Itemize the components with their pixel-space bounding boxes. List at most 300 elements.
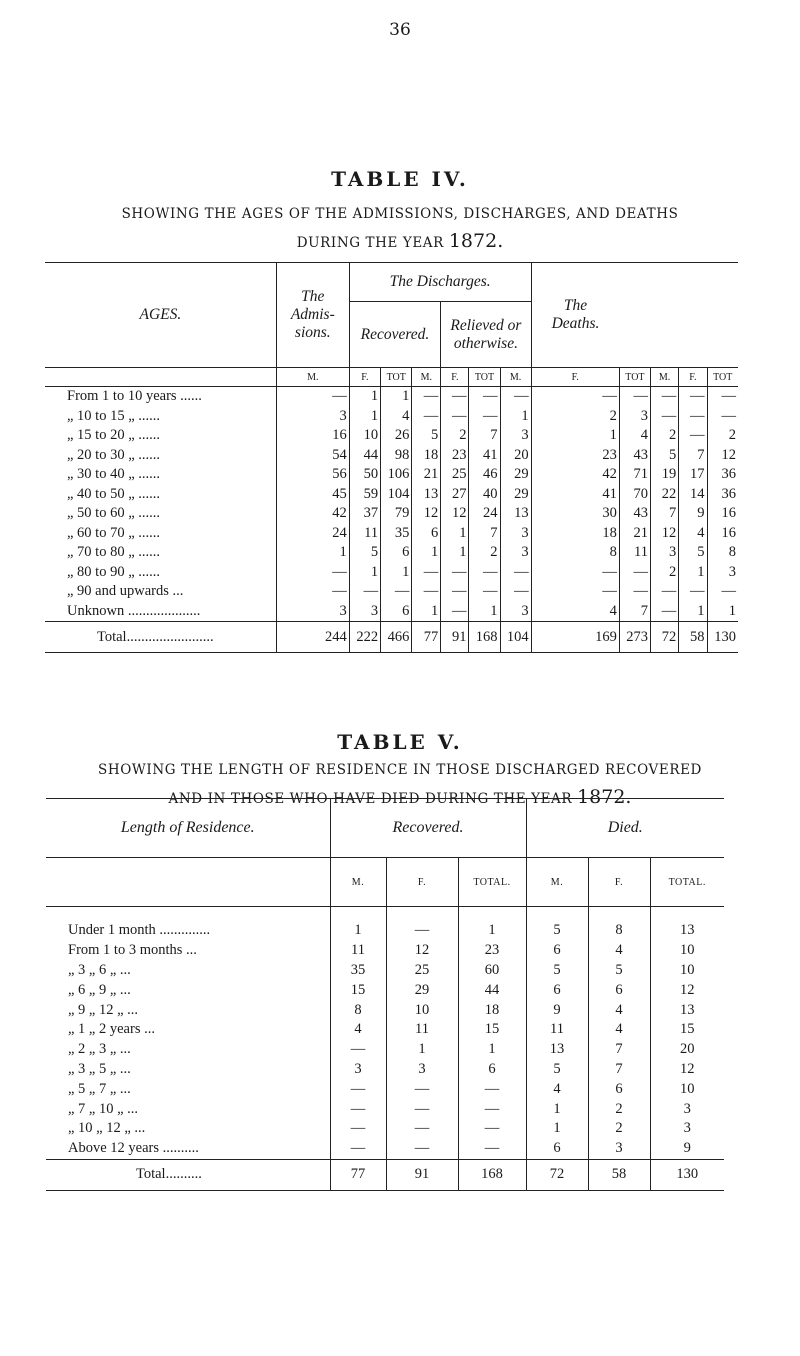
- row-label: „ 80 to 90 „ ......: [67, 563, 161, 580]
- table-cell: 4: [381, 407, 412, 427]
- subheader-cell: TOTAL.: [650, 858, 724, 907]
- table-cell: —: [441, 582, 469, 602]
- table-cell: 1: [526, 1099, 588, 1119]
- table-cell: 2: [650, 426, 678, 446]
- table-cell: 6: [526, 941, 588, 961]
- table-cell: —: [349, 582, 380, 602]
- subheader-cell: M.: [526, 858, 588, 907]
- table-cell: 5: [679, 543, 707, 563]
- subheader-cell: F.: [679, 368, 707, 387]
- subheader-cell: F.: [386, 858, 458, 907]
- table4-subtitle-line2: [0, 230, 800, 252]
- col-header-discharges: The Discharges.: [349, 263, 531, 302]
- table-cell: —: [469, 407, 500, 427]
- table-cell: 41: [469, 446, 500, 466]
- table-cell: 3: [650, 1119, 724, 1139]
- table-cell: 24: [276, 524, 349, 544]
- row-label: „ 5 „ 7 „ ...: [68, 1080, 131, 1097]
- table-cell: 20: [500, 446, 531, 466]
- table-cell: —: [330, 1099, 386, 1119]
- table-cell: 41: [531, 485, 619, 505]
- table-cell: —: [412, 563, 441, 583]
- total-cell: 273: [619, 622, 650, 653]
- row-label: „ 20 to 30 „ ......: [67, 446, 161, 463]
- table-cell: 59: [349, 485, 380, 505]
- row-label: „ 7 „ 10 „ ...: [68, 1100, 139, 1117]
- table-cell: 7: [588, 1060, 650, 1080]
- table-cell: 3: [276, 407, 349, 427]
- table-cell: —: [441, 602, 469, 622]
- table-cell: 2: [441, 426, 469, 446]
- subheader-cell: F.: [531, 368, 619, 387]
- table-cell: 44: [349, 446, 380, 466]
- table-cell: 23: [458, 941, 526, 961]
- table-cell: 21: [619, 524, 650, 544]
- table-cell: 1: [500, 407, 531, 427]
- table-cell: 13: [650, 1000, 724, 1020]
- table-cell: —: [531, 582, 619, 602]
- table-cell: 12: [650, 1060, 724, 1080]
- table-cell: 60: [458, 961, 526, 981]
- table-cell: 5: [588, 961, 650, 981]
- table-cell: 15: [650, 1020, 724, 1040]
- subheader-cell: M.: [330, 858, 386, 907]
- table-cell: 79: [381, 504, 412, 524]
- table-cell: 20: [650, 1040, 724, 1060]
- table-cell: 12: [412, 504, 441, 524]
- table-row: [45, 485, 738, 505]
- table-row: [46, 1060, 724, 1080]
- table-cell: 25: [386, 961, 458, 981]
- table-cell: 3: [386, 1060, 458, 1080]
- table-cell: —: [679, 426, 707, 446]
- table-cell: —: [330, 1119, 386, 1139]
- table-cell: 27: [441, 485, 469, 505]
- table-cell: 5: [650, 446, 678, 466]
- subheader-cell: F.: [588, 858, 650, 907]
- table-cell: 14: [679, 485, 707, 505]
- table-cell: 10: [386, 1000, 458, 1020]
- table-cell: 6: [458, 1060, 526, 1080]
- table-cell: —: [469, 563, 500, 583]
- table-cell: 11: [349, 524, 380, 544]
- table-cell: 29: [500, 485, 531, 505]
- table-cell: 35: [381, 524, 412, 544]
- table-cell: 23: [441, 446, 469, 466]
- table-cell: 2: [469, 543, 500, 563]
- table-cell: 12: [650, 980, 724, 1000]
- table-cell: 8: [707, 543, 738, 563]
- row-label: „ 10 „ 12 „ ...: [68, 1120, 146, 1137]
- table-cell: 44: [458, 980, 526, 1000]
- table-cell: 7: [679, 446, 707, 466]
- table-cell: —: [650, 602, 678, 622]
- table-cell: 21: [412, 465, 441, 485]
- table-cell: 35: [330, 961, 386, 981]
- row-label: „ 1 „ 2 years ...: [68, 1021, 155, 1038]
- table-cell: —: [531, 387, 619, 407]
- subheader-blank: [46, 858, 330, 907]
- table-cell: 1: [531, 426, 619, 446]
- table-cell: —: [330, 1079, 386, 1099]
- table-cell: 5: [412, 426, 441, 446]
- row-label: „ 3 „ 6 „ ...: [68, 961, 131, 978]
- table-cell: 11: [526, 1020, 588, 1040]
- col-header-relieved: Relieved or otherwise.: [441, 302, 531, 368]
- total-cell: 222: [349, 622, 380, 653]
- table-cell: 6: [526, 980, 588, 1000]
- subheader-blank: [45, 368, 276, 387]
- row-label: „ 15 to 20 „ ......: [67, 427, 161, 444]
- total-cell: 168: [458, 1159, 526, 1190]
- table-cell: 15: [330, 980, 386, 1000]
- table-cell: 8: [330, 1000, 386, 1020]
- table-cell: 12: [386, 941, 458, 961]
- table4: [45, 262, 738, 653]
- table-row: [45, 426, 738, 446]
- table-cell: —: [500, 387, 531, 407]
- table-cell: —: [386, 1099, 458, 1119]
- table-row: [46, 1079, 724, 1099]
- row-label: „ 50 to 60 „ ......: [67, 505, 161, 522]
- table-cell: 2: [531, 407, 619, 427]
- table-cell: —: [679, 407, 707, 427]
- table-cell: —: [707, 387, 738, 407]
- table5-year: 1872.: [577, 786, 632, 808]
- table-cell: 71: [619, 465, 650, 485]
- table-cell: 1: [526, 1119, 588, 1139]
- total-cell: 72: [526, 1159, 588, 1190]
- row-label: „ 90 and upwards ...: [67, 583, 184, 600]
- table-cell: 1: [458, 907, 526, 941]
- table-cell: 7: [588, 1040, 650, 1060]
- total-row: [45, 622, 738, 653]
- table-cell: 4: [619, 426, 650, 446]
- table-cell: 7: [469, 524, 500, 544]
- table-cell: 37: [349, 504, 380, 524]
- table-cell: 1: [412, 543, 441, 563]
- total-label: Total........................: [45, 622, 276, 653]
- total-cell: 77: [412, 622, 441, 653]
- subheader-cell: TOT: [381, 368, 412, 387]
- row-label: „ 6 „ 9 „ ...: [68, 981, 131, 998]
- table-cell: 24: [469, 504, 500, 524]
- table-cell: —: [276, 563, 349, 583]
- table-row: [45, 602, 738, 622]
- table-cell: 1: [469, 602, 500, 622]
- row-label: „ 2 „ 3 „ ...: [68, 1041, 131, 1058]
- table-row: [45, 504, 738, 524]
- table-cell: —: [458, 1139, 526, 1159]
- table-cell: 6: [381, 543, 412, 563]
- table-cell: —: [386, 907, 458, 941]
- table-cell: 18: [412, 446, 441, 466]
- table-cell: 1: [349, 387, 380, 407]
- col-header-died: Died.: [526, 799, 724, 858]
- total-cell: 58: [679, 622, 707, 653]
- subheader-cell: M.: [650, 368, 678, 387]
- table4-subheader-row: [45, 368, 738, 387]
- table-cell: 16: [707, 504, 738, 524]
- table-cell: 18: [458, 1000, 526, 1020]
- table-row: [45, 465, 738, 485]
- table-row: [46, 980, 724, 1000]
- table-cell: 13: [526, 1040, 588, 1060]
- table-cell: 11: [330, 941, 386, 961]
- table-cell: —: [500, 563, 531, 583]
- table-cell: —: [412, 582, 441, 602]
- table-cell: 9: [650, 1139, 724, 1159]
- subheader-cell: M.: [412, 368, 441, 387]
- total-cell: 58: [588, 1159, 650, 1190]
- table-row: [46, 1000, 724, 1020]
- table-cell: 43: [619, 504, 650, 524]
- table-cell: 4: [679, 524, 707, 544]
- table-cell: —: [469, 582, 500, 602]
- table-cell: 16: [276, 426, 349, 446]
- table-cell: 13: [412, 485, 441, 505]
- table-cell: 1: [330, 907, 386, 941]
- table-cell: —: [441, 563, 469, 583]
- total-cell: 91: [386, 1159, 458, 1190]
- table-cell: —: [707, 582, 738, 602]
- col-header-recovered: Recovered.: [330, 799, 526, 858]
- table-cell: 1: [412, 602, 441, 622]
- table-cell: —: [386, 1079, 458, 1099]
- table-row: [46, 1099, 724, 1119]
- table-cell: 1: [276, 543, 349, 563]
- table-cell: 1: [441, 543, 469, 563]
- table-cell: 6: [588, 980, 650, 1000]
- table-cell: 1: [381, 387, 412, 407]
- table-cell: 10: [650, 941, 724, 961]
- table-row: [45, 407, 738, 427]
- table-cell: —: [619, 563, 650, 583]
- table-cell: 12: [650, 524, 678, 544]
- table-row: [45, 543, 738, 563]
- row-label: „ 3 „ 5 „ ...: [68, 1060, 131, 1077]
- table-cell: 10: [349, 426, 380, 446]
- table-cell: 13: [650, 907, 724, 941]
- total-cell: 72: [650, 622, 678, 653]
- row-label: Unknown ....................: [67, 602, 201, 619]
- table-cell: —: [386, 1139, 458, 1159]
- col-header-recovered: Recovered.: [349, 302, 440, 368]
- subheader-cell: F.: [441, 368, 469, 387]
- table-cell: 36: [707, 465, 738, 485]
- table-cell: 7: [469, 426, 500, 446]
- table-cell: 11: [619, 543, 650, 563]
- table-cell: 70: [619, 485, 650, 505]
- table-cell: 6: [412, 524, 441, 544]
- table-cell: 12: [707, 446, 738, 466]
- table-cell: 5: [526, 1060, 588, 1080]
- table-cell: —: [276, 387, 349, 407]
- table5-subheader-row: [46, 858, 724, 907]
- row-label: „ 60 to 70 „ ......: [67, 524, 161, 541]
- table-cell: 1: [679, 563, 707, 583]
- table-cell: 56: [276, 465, 349, 485]
- table-cell: 13: [500, 504, 531, 524]
- table-cell: —: [441, 387, 469, 407]
- table-cell: 45: [276, 485, 349, 505]
- table-cell: 22: [650, 485, 678, 505]
- table-cell: 3: [500, 426, 531, 446]
- table-cell: 15: [458, 1020, 526, 1040]
- table-cell: 43: [619, 446, 650, 466]
- table-cell: —: [707, 407, 738, 427]
- table-cell: 29: [500, 465, 531, 485]
- table4-subtitle-line1: SHOWING THE AGES OF THE ADMISSIONS, DISCHARGES, AND DEATHS: [121, 206, 679, 222]
- table-cell: 4: [588, 1000, 650, 1020]
- table-cell: —: [412, 407, 441, 427]
- table-cell: 4: [330, 1020, 386, 1040]
- total-cell: 130: [707, 622, 738, 653]
- table-cell: 46: [469, 465, 500, 485]
- total-row: [46, 1159, 724, 1190]
- total-cell: 244: [276, 622, 349, 653]
- row-label: „ 9 „ 12 „ ...: [68, 1001, 139, 1018]
- table-cell: —: [276, 582, 349, 602]
- table-cell: 3: [707, 563, 738, 583]
- row-label: „ 70 to 80 „ ......: [67, 544, 161, 561]
- table-cell: —: [381, 582, 412, 602]
- table-cell: 18: [531, 524, 619, 544]
- table-row: [46, 961, 724, 981]
- table-row: [45, 387, 738, 407]
- table-cell: 3: [500, 524, 531, 544]
- table-cell: 106: [381, 465, 412, 485]
- row-label: Under 1 month ..............: [68, 922, 211, 939]
- table-row: [45, 524, 738, 544]
- table4-body: [45, 368, 738, 653]
- table-row: [46, 941, 724, 961]
- table-cell: 29: [386, 980, 458, 1000]
- table4-year: 1872.: [448, 230, 504, 252]
- table-cell: 6: [381, 602, 412, 622]
- table-cell: 5: [526, 961, 588, 981]
- table-cell: —: [330, 1040, 386, 1060]
- table-cell: —: [330, 1139, 386, 1159]
- table-cell: —: [619, 582, 650, 602]
- table-cell: 3: [619, 407, 650, 427]
- table-cell: —: [619, 387, 650, 407]
- total-cell: 77: [330, 1159, 386, 1190]
- table-cell: 1: [707, 602, 738, 622]
- table-cell: 50: [349, 465, 380, 485]
- table-cell: 10: [650, 1079, 724, 1099]
- table-cell: 1: [458, 1040, 526, 1060]
- col-header-deaths: The Deaths.: [531, 263, 619, 368]
- table-cell: 5: [526, 907, 588, 941]
- table-cell: —: [650, 407, 678, 427]
- total-cell: 104: [500, 622, 531, 653]
- table-cell: 9: [679, 504, 707, 524]
- total-label: Total..........: [46, 1159, 330, 1190]
- table-row: [46, 1020, 724, 1040]
- table-cell: 4: [526, 1079, 588, 1099]
- table-cell: 1: [441, 524, 469, 544]
- table-cell: —: [679, 582, 707, 602]
- table-row: [46, 1139, 724, 1159]
- total-cell: 91: [441, 622, 469, 653]
- table-row: [46, 907, 724, 941]
- table-cell: 3: [330, 1060, 386, 1080]
- table-cell: 26: [381, 426, 412, 446]
- table-cell: 98: [381, 446, 412, 466]
- table-cell: 8: [531, 543, 619, 563]
- table-cell: 2: [588, 1099, 650, 1119]
- table4-subtitle-text: DURING THE YEAR: [296, 235, 444, 251]
- table-cell: —: [531, 563, 619, 583]
- subheader-cell: TOT: [469, 368, 500, 387]
- table-cell: 30: [531, 504, 619, 524]
- col-header-ages: AGES.: [139, 306, 182, 323]
- table-cell: —: [458, 1079, 526, 1099]
- table-cell: 2: [588, 1119, 650, 1139]
- total-cell: 169: [531, 622, 619, 653]
- subheader-cell: F.: [349, 368, 380, 387]
- table-cell: 7: [650, 504, 678, 524]
- table5-subtitle-line1: SHOWING THE LENGTH OF RESIDENCE IN THOSE DISCHARGED RECOVERED: [98, 762, 702, 778]
- row-label: „ 40 to 50 „ ......: [67, 485, 161, 502]
- row-label: „ 30 to 40 „ ......: [67, 466, 161, 483]
- table5: [46, 798, 724, 1191]
- subheader-cell: TOT: [619, 368, 650, 387]
- table-cell: 1: [679, 602, 707, 622]
- table-cell: 3: [500, 543, 531, 563]
- table-cell: —: [441, 407, 469, 427]
- table-cell: —: [650, 387, 678, 407]
- total-cell: 466: [381, 622, 412, 653]
- table-cell: —: [469, 387, 500, 407]
- table-cell: 1: [381, 563, 412, 583]
- table-cell: 17: [679, 465, 707, 485]
- table-cell: 3: [650, 1099, 724, 1119]
- table-cell: 4: [588, 941, 650, 961]
- subheader-cell: TOTAL.: [458, 858, 526, 907]
- row-label: Above 12 years ..........: [68, 1140, 199, 1157]
- table-cell: 12: [441, 504, 469, 524]
- table-row: [45, 582, 738, 602]
- table-cell: 6: [588, 1079, 650, 1099]
- table-cell: 4: [531, 602, 619, 622]
- table-cell: 1: [386, 1040, 458, 1060]
- table-cell: 42: [531, 465, 619, 485]
- table-cell: 1: [349, 563, 380, 583]
- table-cell: 42: [276, 504, 349, 524]
- table5-title: TABLE V.: [337, 730, 463, 754]
- col-header-admissions: The Admis- sions.: [276, 263, 349, 368]
- table-cell: 3: [650, 543, 678, 563]
- table-cell: 4: [588, 1020, 650, 1040]
- table-cell: 5: [349, 543, 380, 563]
- page-number: 36: [389, 20, 411, 40]
- table-cell: 3: [276, 602, 349, 622]
- table-cell: 23: [531, 446, 619, 466]
- table-cell: 16: [707, 524, 738, 544]
- subheader-cell: TOT: [707, 368, 738, 387]
- subheader-cell: M.: [276, 368, 349, 387]
- total-cell: 130: [650, 1159, 724, 1190]
- table-cell: 3: [588, 1139, 650, 1159]
- table-cell: —: [650, 582, 678, 602]
- table-cell: —: [412, 387, 441, 407]
- table-cell: 1: [349, 407, 380, 427]
- table-cell: —: [500, 582, 531, 602]
- col-header-length: Length of Residence.: [120, 819, 255, 836]
- row-label: „ 10 to 15 „ ......: [67, 407, 161, 424]
